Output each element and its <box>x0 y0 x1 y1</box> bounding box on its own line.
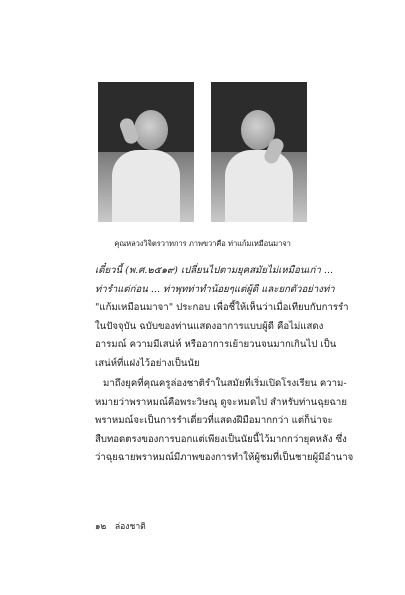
page-number: ๑๒ <box>95 522 107 532</box>
running-title: ล่องชาติ <box>114 522 146 532</box>
paragraph-line: เสน่ห์ที่แฝงไว้อย่างเป็นนัย <box>95 357 200 369</box>
photo-right <box>211 82 307 222</box>
paragraph-line: มาถึงยุคที่คุณครูล่องชาติรำในสมัยที่เริ่มเปิดโรงเรียน ความ- <box>103 378 347 389</box>
paragraph-line: อารมณ์ ความมีเสน่ห์ หรืออาการเย้ายวนจนมากเกินไป เป็น <box>95 339 337 351</box>
paragraph-2 <box>95 375 355 468</box>
paragraph-line: ในปัจจุบัน ฉบับของท่านแสดงอาการแบบผู้ดี คือไม่แสดง <box>95 320 324 332</box>
paragraph-line: พราหมณ์จะเป็นการรำเดี่ยวที่แสดงฝีมือมากกว่า แต่ก็น่าจะ <box>95 415 333 427</box>
page-footer <box>95 519 152 533</box>
paragraph-1 <box>95 262 355 374</box>
photo-figure-body <box>225 150 293 222</box>
paragraph-line: เดี๋ยวนี้ (พ.ศ.๒๕๑๙) เปลี่ยนไปตามยุคสมัยไม่เหมือนเก่า ... <box>95 265 334 276</box>
photo-figure-head <box>134 110 168 150</box>
photo-left <box>98 82 194 222</box>
paragraph-line: หมายว่าพราหมณ์คือพระวิษณุ ดูจะหมดไป สำหรับท่านฉุยฉาย <box>95 396 347 408</box>
photo-figure-body <box>112 150 180 222</box>
photo-caption: คุณหลวงวิจิตรวาทการ ภาพขวาคือ ท่าแก้มเหมือนมาจา <box>114 239 291 248</box>
paragraph-line: ท่ารำแต่ก่อน ... ท่าพุทท่าทำน้อยๆแต่ผู้ดี และยกตัวอย่างท่า <box>95 283 335 295</box>
paragraph-line: "แก้มเหมือนมาจา" ประกอบ เพื่อชี้ให้เห็นว่าเมื่อเทียบกับการรำ <box>95 302 349 314</box>
paragraph-line: สืบทอดตรงของการบอกแต่เพียงเป็นนัยนี้ไว้มากกว่ายุคหลัง ซึ่ง <box>95 433 347 445</box>
paragraph-line: ว่าฉุยฉายพราหมณ์มีภาพของการทำให้ผู้ชมที่เป็นชายผู้มีอำนาจ <box>95 452 354 464</box>
